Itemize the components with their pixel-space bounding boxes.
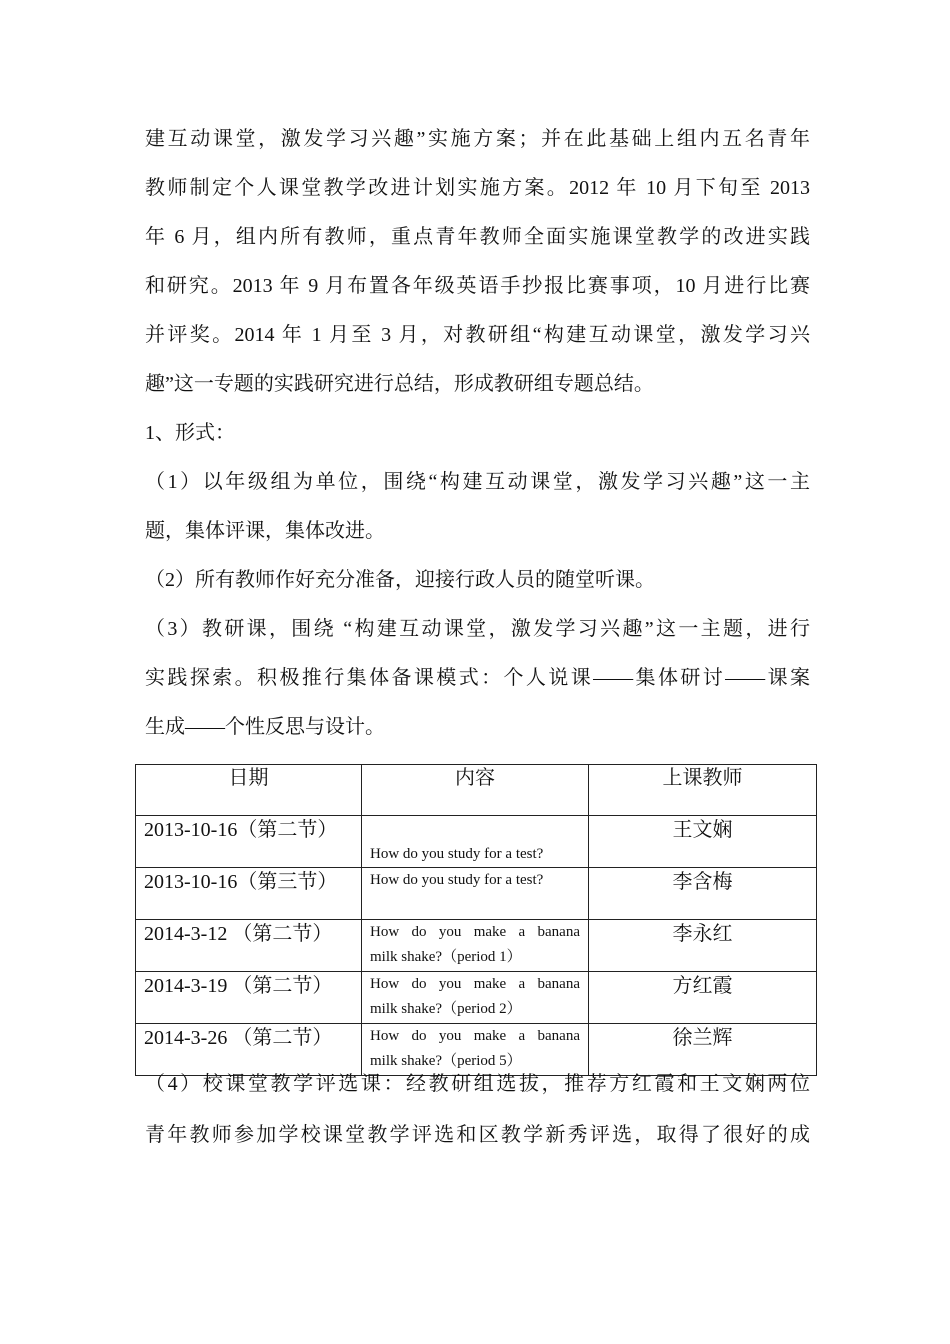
paragraph-line: 年 6 月，组内所有教师，重点青年教师全面实施课堂教学的改进实践	[145, 226, 810, 248]
content-line: How do you make a banana	[370, 976, 580, 992]
date-cell: 2014-3-19 （第二节）	[136, 972, 362, 1024]
table-row	[136, 816, 817, 868]
table-row	[136, 868, 817, 920]
section-heading: 1、形式：	[145, 422, 235, 444]
content-cell	[362, 1024, 589, 1076]
item-line: 实践探索。积极推行集体备课模式：个人说课——集体研讨——课案	[145, 667, 810, 689]
content-cell	[362, 920, 589, 972]
date-cell: 2013-10-16（第三节）	[136, 868, 362, 920]
content-cell	[362, 972, 589, 1024]
content-line: How do you make a banana	[370, 924, 580, 940]
content-line: milk shake?（period 2）	[370, 1001, 522, 1017]
content-cell	[362, 868, 589, 920]
teacher-cell: 李永红	[589, 920, 817, 972]
teacher-cell: 徐兰辉	[589, 1024, 817, 1076]
date-cell: 2013-10-16（第二节）	[136, 816, 362, 868]
header-teacher: 上课教师	[589, 765, 817, 816]
item-line: （2）所有教师作好充分准备，迎接行政人员的随堂听课。	[145, 569, 655, 591]
paragraph-line: （4）校课堂教学评选课：经教研组选拔，推荐方红霞和王文娴两位	[145, 1073, 810, 1095]
header-date: 日期	[136, 765, 362, 816]
paragraph-line: 青年教师参加学校课堂教学评选和区教学新秀评选，取得了很好的成	[145, 1124, 810, 1146]
content-line: How do you study for a test?	[370, 846, 544, 862]
teacher-cell: 方红霞	[589, 972, 817, 1024]
content-cell	[362, 816, 589, 868]
paragraph-line: 教师制定个人课堂教学改进计划实施方案。2012 年 10 月下旬至 2013	[145, 177, 810, 199]
teacher-cell: 王文娴	[589, 816, 817, 868]
table-row	[136, 920, 817, 972]
item-line: （1）以年级组为单位，围绕“构建互动课堂，激发学习兴趣”这一主	[145, 471, 810, 493]
table-header-row	[136, 765, 817, 816]
content-line: milk shake?（period 5）	[370, 1053, 522, 1069]
item-line: （3）教研课，围绕 “构建互动课堂，激发学习兴趣”这一主题，进行	[145, 618, 810, 640]
date-cell: 2014-3-26 （第二节）	[136, 1024, 362, 1076]
item-line: 题，集体评课，集体改进。	[145, 520, 385, 542]
content-line: milk shake?（period 1）	[370, 949, 522, 965]
date-cell: 2014-3-12 （第二节）	[136, 920, 362, 972]
table-row	[136, 972, 817, 1024]
content-line: How do you study for a test?	[370, 872, 544, 888]
paragraph-line: 并评奖。2014 年 1 月至 3 月，对教研组“构建互动课堂，激发学习兴	[145, 324, 810, 346]
content-line: How do you make a banana	[370, 1028, 580, 1044]
paragraph-line: 趣”这一专题的实践研究进行总结，形成教研组专题总结。	[145, 373, 654, 395]
teacher-cell: 李含梅	[589, 868, 817, 920]
paragraph-line: 建互动课堂，激发学习兴趣”实施方案；并在此基础上组内五名青年	[145, 128, 810, 150]
schedule-table	[135, 764, 817, 1076]
paragraph-line: 和研究。2013 年 9 月布置各年级英语手抄报比赛事项，10 月进行比赛	[145, 275, 810, 297]
item-line: 生成——个性反思与设计。	[145, 716, 385, 738]
header-content: 内容	[362, 765, 589, 816]
table-row	[136, 1024, 817, 1076]
